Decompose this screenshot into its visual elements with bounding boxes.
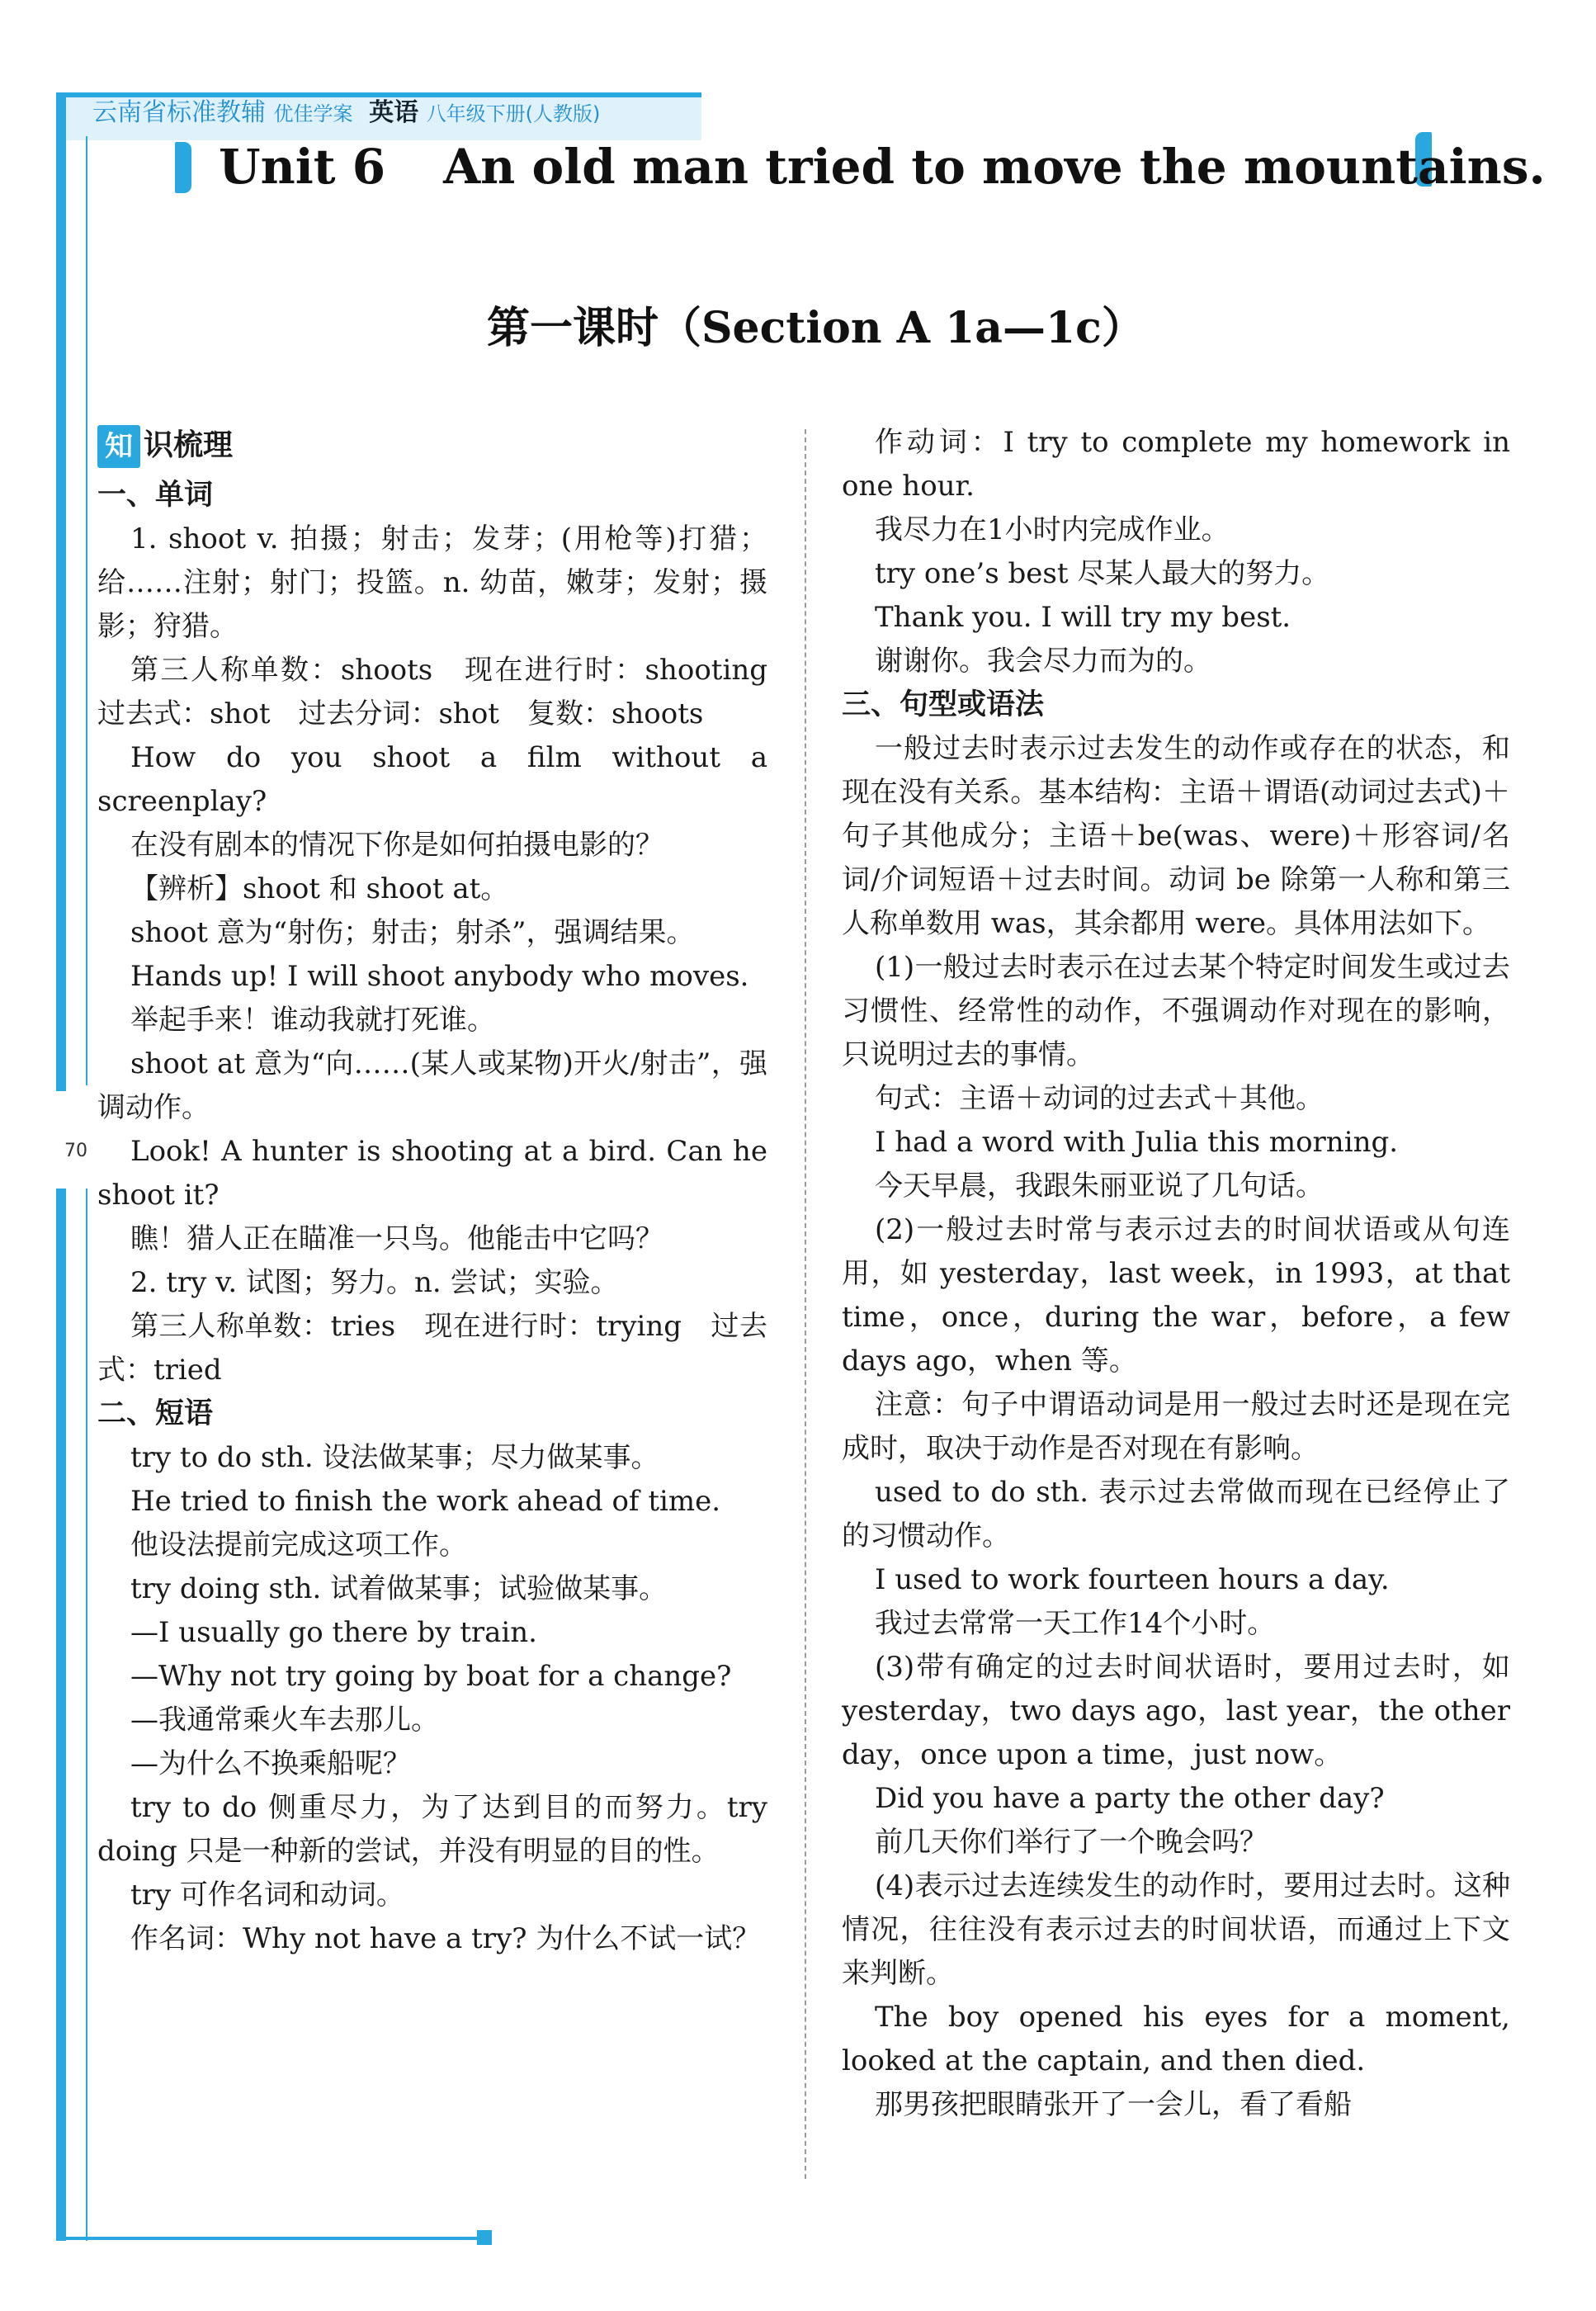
bottom-square-marker	[477, 2230, 492, 2245]
header-text	[92, 93, 600, 134]
left-margin-thin-rule	[86, 136, 87, 1085]
paragraph: The boy opened his eyes for a moment, looked at the captain, and then died.	[842, 2001, 1510, 2077]
paragraph: (1)一般过去时表示在过去某个特定时间发生或过去习惯性、经常性的动作，不强调动作对现在的影响，只说明过去的事情。	[842, 951, 1510, 1071]
paragraph: 我尽力在1小时内完成作业。	[875, 513, 1230, 546]
paragraph: try doing sth. 试着做某事；试验做某事。	[130, 1572, 668, 1605]
lesson-title: 第一课时（Section A 1a—1c）	[487, 303, 1145, 353]
paragraph: —为什么不换乘船呢？	[130, 1747, 411, 1780]
paragraph: 谢谢你。我会尽力而为的。	[875, 645, 1211, 678]
paragraph: used to do sth. 表示过去常做而现在已经停止了的习惯动作。	[842, 1476, 1510, 1552]
paragraph: 前几天你们举行了一个晚会吗？	[875, 1826, 1268, 1859]
title-bracket-left	[175, 142, 191, 193]
paragraph: I had a word with Julia this morning.	[875, 1126, 1399, 1159]
section-subheading: 一、单词	[97, 479, 214, 512]
paragraph: 今天早晨，我跟朱丽亚说了几句话。	[875, 1170, 1324, 1203]
left-margin-thin-rule-lower	[86, 1189, 87, 2241]
paragraph: How do you shoot a film without a screenplay?	[97, 741, 767, 818]
paragraph: —I usually go there by train.	[130, 1616, 537, 1649]
unit-title	[219, 139, 1546, 195]
left-column	[97, 421, 796, 1961]
paragraph: 那男孩把眼睛张开了一会儿，看了看船	[875, 2088, 1352, 2121]
section-badge: 知	[97, 425, 140, 468]
header-subject: 英语	[369, 98, 419, 127]
column-divider	[805, 429, 806, 2179]
paragraph: 2. try v. 试图；努力。n. 尝试；实验。	[130, 1266, 619, 1299]
paragraph: Look! A hunter is shooting at a bird. Can he shoot it?	[97, 1135, 767, 1212]
paragraph: —Why not try going by boat for a change?	[130, 1660, 732, 1693]
paragraph: try 可作名词和动词。	[130, 1879, 404, 1912]
unit-label: Unit 6	[219, 139, 386, 195]
paragraph: 瞧！猎人正在瞄准一只鸟。他能击中它吗？	[130, 1222, 663, 1255]
paragraph: Did you have a party the other day?	[875, 1782, 1385, 1815]
paragraph: 第三人称单数：tries 现在进行时：trying 过去式：tried	[97, 1310, 767, 1387]
section-subheading: 二、短语	[97, 1397, 214, 1430]
paragraph: 举起手来！谁动我就打死谁。	[130, 1004, 495, 1037]
paragraph: 一般过去时表示过去发生的动作或存在的状态，和现在没有关系。基本结构：主语＋谓语(动词过去式)＋句子其他成分；主语＋be(was、were)＋形容词/名词/介词短语＋过去时间。动词 be 除第一人称和第三人称单数用 was，其余都用 were。具体用法如下。	[842, 732, 1510, 940]
paragraph: Thank you. I will try my best.	[875, 601, 1291, 634]
paragraph: 【辨析】shoot 和 shoot at。	[130, 872, 509, 905]
paragraph: try to do 侧重尽力，为了达到目的而努力。try doing 只是一种新的尝试，并没有明显的目的性。	[97, 1791, 767, 1868]
bottom-rule	[56, 2237, 485, 2240]
unit-title-text: An old man tried to move the mountains.	[443, 139, 1546, 195]
section-subheading: 三、句型或语法	[842, 688, 1045, 721]
page-number: 70	[64, 1141, 87, 1161]
header-book: 优佳学案	[273, 102, 353, 125]
paragraph: 作动词：I try to complete my homework in one hour.	[842, 426, 1510, 503]
paragraph: shoot 意为“射伤；射击；射杀”，强调结果。	[130, 916, 695, 949]
section-heading	[97, 421, 767, 470]
left-margin-rule	[56, 92, 66, 1091]
paragraph: 1. shoot v. 拍摄；射击；发芽；(用枪等)打猎；给……注射；射门；投篮。n. 幼苗，嫩芽；发射；摄影；狩猎。	[97, 522, 767, 643]
paragraph: He tried to finish the work ahead of time.	[130, 1485, 721, 1518]
header-series: 云南省标准教辅	[92, 98, 266, 127]
paragraph: shoot at 意为“向……(某人或某物)开火/射击”，强调动作。	[97, 1047, 767, 1124]
paragraph: 句式：主语＋动词的过去式＋其他。	[875, 1082, 1324, 1115]
paragraph: try to do sth. 设法做某事；尽力做某事。	[130, 1441, 659, 1474]
left-margin-rule-lower	[56, 1189, 66, 2241]
paragraph: 在没有剧本的情况下你是如何拍摄电影的？	[130, 829, 663, 862]
paragraph: 他设法提前完成这项工作。	[130, 1529, 467, 1562]
section-heading-text: 识梳理	[144, 428, 234, 462]
paragraph: (3)带有确定的过去时间状语时，要用过去时，如 yesterday，two days ago，last year，the other day，once upon a time，just now。	[842, 1651, 1510, 1771]
right-column	[842, 421, 1510, 2127]
paragraph: 注意：句子中谓语动词是用一般过去时还是现在完成时，取决于动作是否对现在有影响。	[842, 1388, 1510, 1465]
paragraph: 作名词：Why not have a try? 为什么不试一试？	[130, 1922, 761, 1955]
paragraph: (2)一般过去时常与表示过去的时间状语或从句连用，如 yesterday，last week，in 1993，at that time，once，during the war，before，a few days ago，when 等。	[842, 1213, 1510, 1378]
paragraph: 第三人称单数：shoots 现在进行时：shooting 过去式：shot 过去分词：shot 复数：shoots	[97, 654, 796, 730]
paragraph: —我通常乘火车去那儿。	[130, 1704, 439, 1737]
header-grade: 八年级下册(人教版)	[426, 102, 601, 125]
paragraph: Hands up! I will shoot anybody who moves.	[130, 960, 749, 993]
paragraph: (4)表示过去连续发生的动作时，要用过去时。这种情况，往往没有表示过去的时间状语，而通过上下文来判断。	[842, 1869, 1510, 1990]
paragraph: 我过去常常一天工作14个小时。	[875, 1607, 1276, 1640]
paragraph: I used to work fourteen hours a day.	[875, 1563, 1390, 1596]
paragraph: try one’s best 尽某人最大的努力。	[875, 557, 1330, 590]
